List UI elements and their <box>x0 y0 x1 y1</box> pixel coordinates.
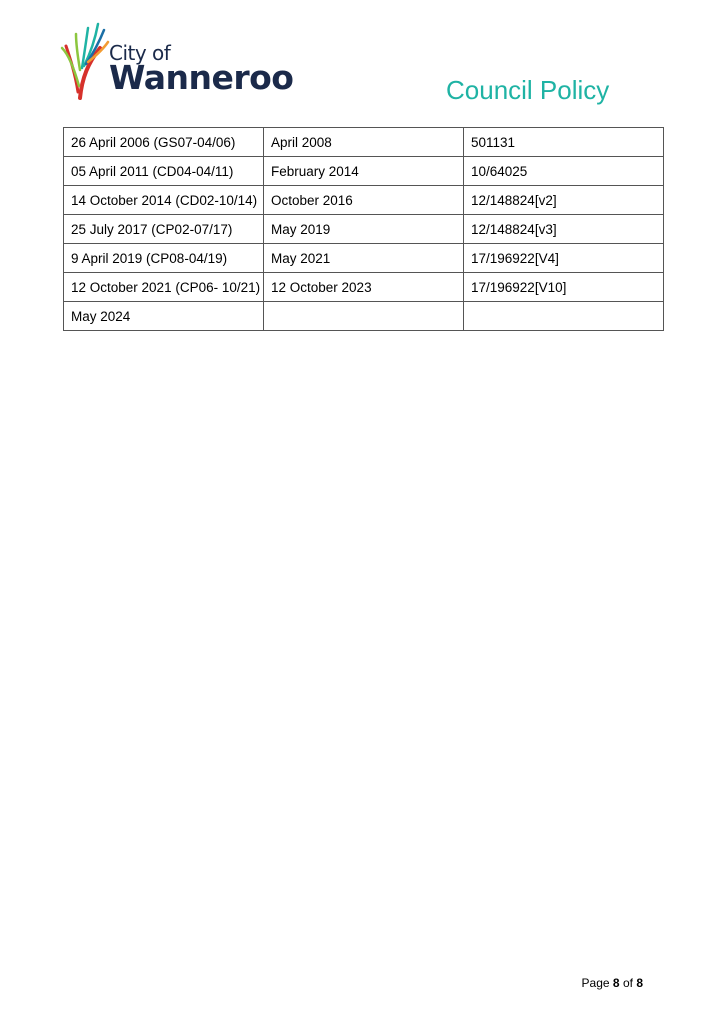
table-cell: May 2019 <box>264 215 464 244</box>
of-word: of <box>622 976 633 990</box>
table-row <box>64 273 664 302</box>
kangaroo-paw-icon <box>60 18 110 104</box>
table-row <box>64 128 664 157</box>
page-number-footer <box>582 976 643 990</box>
table-row <box>64 215 664 244</box>
council-policy-title: Council Policy <box>446 75 610 105</box>
total-pages-number: 8 <box>636 976 643 990</box>
table-cell: 12/148824[v3] <box>464 215 664 244</box>
table-cell: October 2016 <box>264 186 464 215</box>
table-cell: April 2008 <box>264 128 464 157</box>
table-cell: 10/64025 <box>464 157 664 186</box>
logo-text-wanneroo: Wanneroo <box>109 58 294 97</box>
table-row <box>64 157 664 186</box>
table-cell <box>264 302 464 331</box>
table-cell: 05 April 2011 (CD04-04/11) <box>64 157 264 186</box>
table-cell: 17/196922[V4] <box>464 244 664 273</box>
table-row <box>64 302 664 331</box>
table-row <box>64 244 664 273</box>
table-cell: 501131 <box>464 128 664 157</box>
table-cell: 17/196922[V10] <box>464 273 664 302</box>
table-cell: 26 April 2006 (GS07-04/06) <box>64 128 264 157</box>
table-cell: May 2021 <box>264 244 464 273</box>
table-cell: 25 July 2017 (CP02-07/17) <box>64 215 264 244</box>
table-cell: 14 October 2014 (CD02-10/14) <box>64 186 264 215</box>
table-cell <box>464 302 664 331</box>
policy-history-table <box>63 127 664 331</box>
table-cell: May 2024 <box>64 302 264 331</box>
city-of-wanneroo-logo <box>60 18 295 104</box>
table-cell: 12/148824[v2] <box>464 186 664 215</box>
logo-text-city-of: City of <box>109 41 171 65</box>
table-cell: February 2014 <box>264 157 464 186</box>
page-word: Page <box>581 976 610 990</box>
current-page-number: 8 <box>612 976 620 990</box>
table-cell: 9 April 2019 (CP08-04/19) <box>64 244 264 273</box>
table-row <box>64 186 664 215</box>
table-cell: 12 October 2021 (CP06- 10/21) <box>64 273 264 302</box>
table-cell: 12 October 2023 <box>264 273 464 302</box>
